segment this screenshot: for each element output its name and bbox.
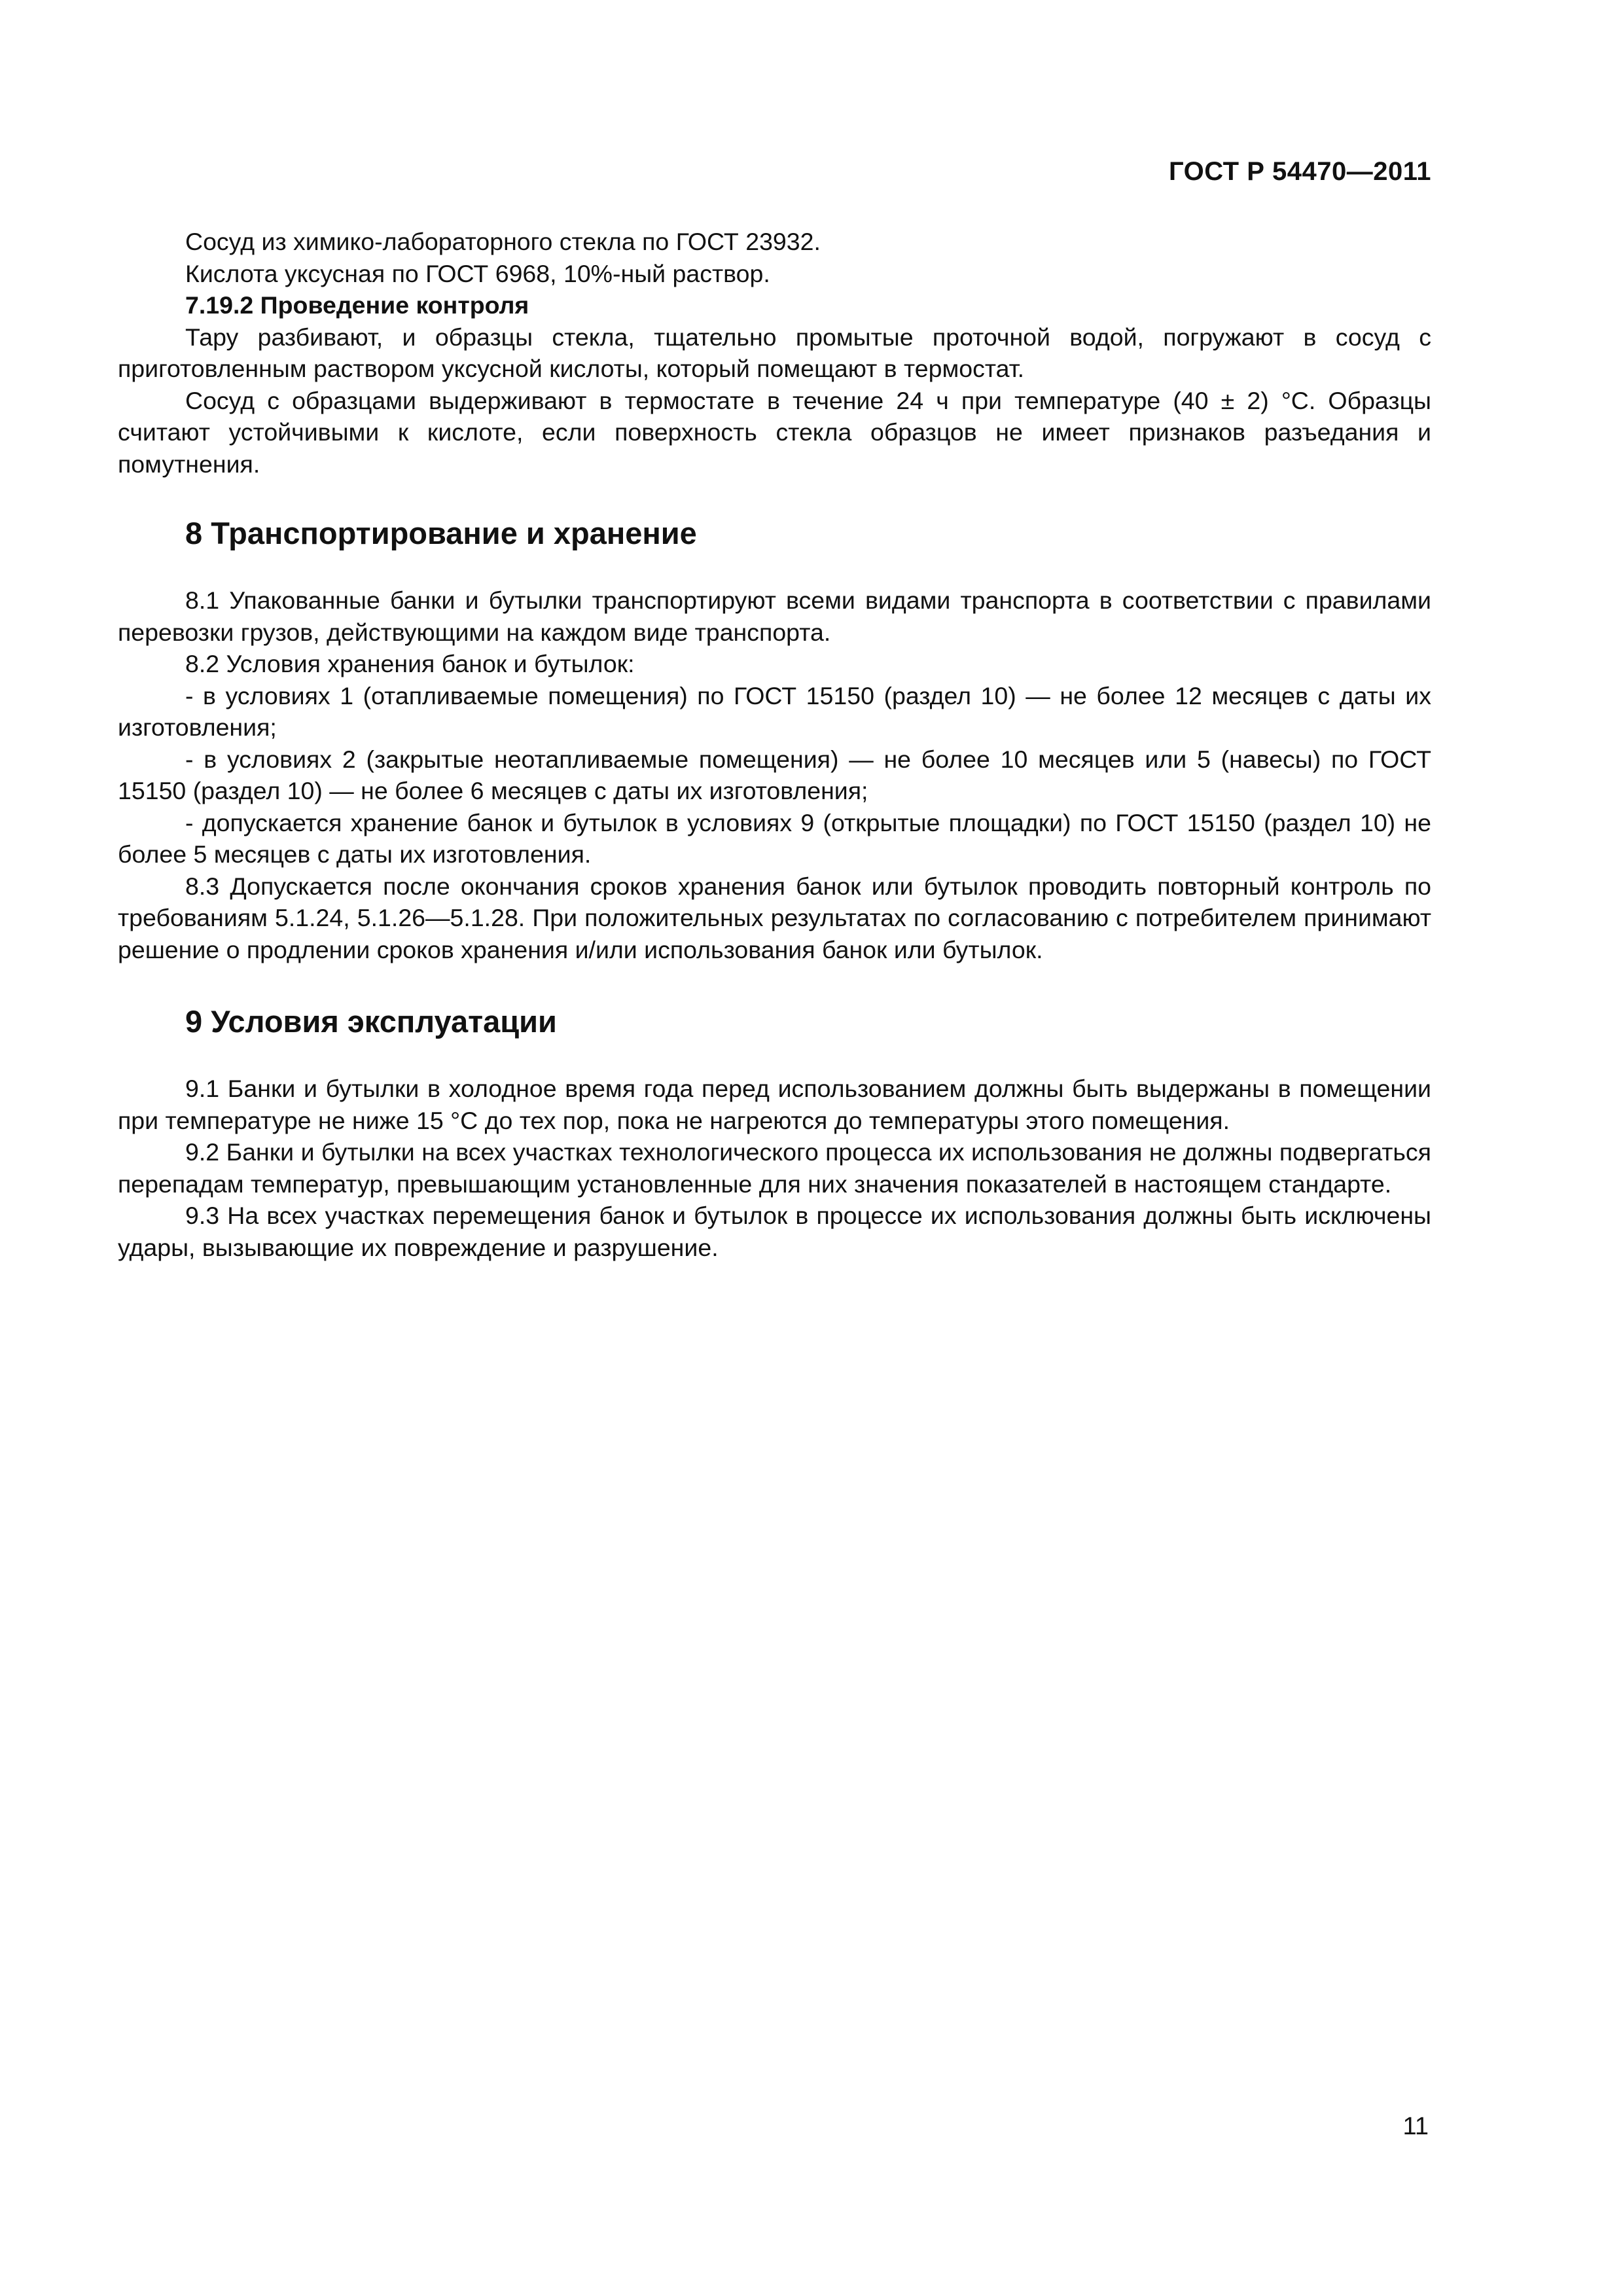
- body-line: Кислота уксусная по ГОСТ 6968, 10%-ный раствор.: [185, 259, 770, 287]
- body-paragraph: 9.1 Банки и бутылки в холодное время года перед использованием должны быть выдержаны в помещении при температуре не ниже 15 °С до тех пор, пока не нагреются до температуры этого помещения.: [118, 1075, 1431, 1134]
- body-line: Сосуд из химико-лабораторного стекла по ГОСТ 23932.: [185, 228, 821, 255]
- document-body: [118, 226, 1431, 1263]
- body-paragraph: 8.2 Условия хранения банок и бутылок:: [185, 650, 635, 677]
- list-item: - в условиях 2 (закрытые неотапливаемые помещения) — не более 10 месяцев или 5 (навесы) по ГОСТ 15150 (раздел 10) — не более 6 месяцев с даты их изготовления;: [118, 745, 1431, 804]
- body-paragraph: 8.1 Упакованные банки и бутылки транспортируют всеми видами транспорта в соответствии с правилами перевозки грузов, действующими на каждом виде транспорта.: [118, 586, 1431, 646]
- list-item: - допускается хранение банок и бутылок в условиях 9 (открытые площадки) по ГОСТ 15150 (раздел 10) не более 5 месяцев с даты их изготовления.: [118, 808, 1431, 868]
- body-paragraph: Сосуд с образцами выдерживают в термостате в течение 24 ч при температуре (40 ± 2) °С. Образцы считают устойчивыми к кислоте, если поверхность стекла образцов не имеет признаков разъедания и помутнения.: [118, 386, 1431, 478]
- section-title: 9 Условия эксплуатации: [185, 1004, 557, 1039]
- subsection-title: 7.19.2 Проведение контроля: [185, 291, 529, 319]
- section-title: 8 Транспортирование и хранение: [185, 516, 697, 550]
- body-paragraph: 8.3 Допускается после окончания сроков хранения банок или бутылок проводить повторный контроль по требованиям 5.1.24, 5.1.26—5.1.28. При положительных результатах по согласованию с потребителем принимают решение о продлении сроков хранения и/или использования банок или бутылок.: [118, 872, 1431, 963]
- body-paragraph: 9.2 Банки и бутылки на всех участках технологического процесса их использования не должны подвергаться перепадам температур, превышающим установленные для них значения показателей в настоящем стандарте.: [118, 1138, 1431, 1198]
- body-paragraph: 9.3 На всех участках перемещения банок и бутылок в процессе их использования должны быть исключены удары, вызывающие их повреждение и разрушение.: [118, 1202, 1431, 1261]
- page-number: 11: [1402, 2113, 1429, 2140]
- body-paragraph: Тару разбивают, и образцы стекла, тщательно промытые проточной водой, погружают в сосуд с приготовленным раствором уксусной кислоты, который помещают в термостат.: [118, 323, 1431, 382]
- list-item: - в условиях 1 (отапливаемые помещения) по ГОСТ 15150 (раздел 10) — не более 12 месяцев с даты их изготовления;: [118, 681, 1431, 741]
- document-header-id: ГОСТ Р 54470—2011: [1169, 157, 1431, 186]
